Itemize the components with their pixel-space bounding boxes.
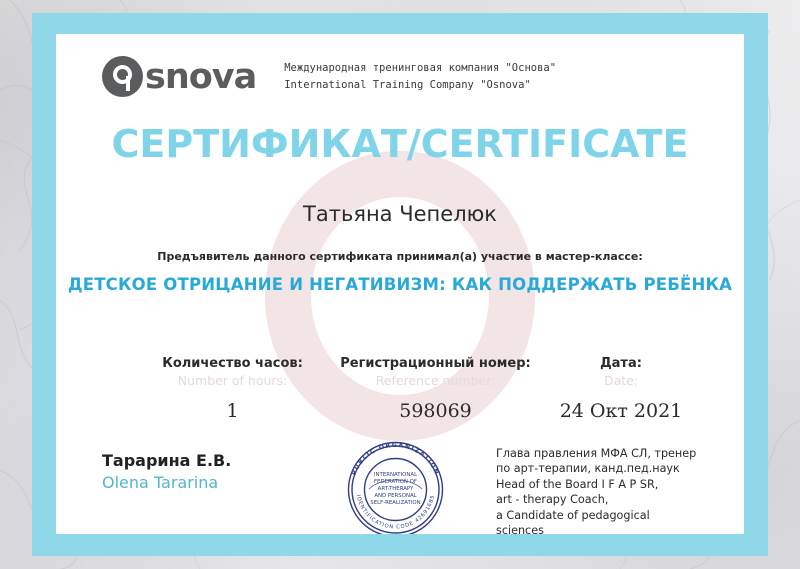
credential-line-6: sciences [496, 524, 544, 534]
signature-block [102, 451, 231, 492]
field-hours-label-en: Number of hours: [177, 373, 288, 388]
signatory-name-ru: Тарарина Е.В. [102, 451, 232, 470]
field-date-label-ru: Дата: [600, 356, 642, 371]
field-reference-label-ru: Регистрационный номер: [340, 356, 531, 371]
field-hours-value: 1 [226, 400, 239, 422]
svg-text:PUBLIC ORGANIZATION: PUBLIC ORGANIZATION [350, 441, 441, 477]
certificate-title: СЕРТИФИКАТ/CERTIFICATE [111, 122, 689, 166]
svg-text:AND PERSONAL: AND PERSONAL [374, 493, 417, 499]
credential-line-4: art - therapy Coach, [496, 493, 609, 507]
osnova-circle-logo-icon [102, 56, 143, 97]
course-name: ДЕТСКОЕ ОТРИЦАНИЕ И НЕГАТИВИЗМ: КАК ПОДДЕРЖАТЬ РЕБЁНКА [67, 275, 733, 294]
field-date-label-en: Date: [603, 373, 639, 388]
signatory-credentials [496, 446, 736, 534]
certificate-sheet [56, 34, 744, 534]
field-reference-value: 598069 [399, 400, 472, 422]
credential-line-1: Глава правления МФА СЛ, тренер [496, 447, 697, 460]
round-organization-stamp-icon [339, 433, 452, 534]
certificate-fields [56, 356, 744, 426]
certificate-header [56, 56, 744, 97]
company-name-ru: Международная тренинговая компания "Основа" [284, 62, 557, 75]
signatory-name-en: Olena Tararina [102, 473, 219, 492]
svg-text:IDENTIFICATION CODE 42691685: IDENTIFICATION CODE 42691685 [354, 494, 437, 531]
svg-text:INTERNATIONAL: INTERNATIONAL [373, 472, 418, 478]
field-reference-label-en: Reference number: [375, 373, 496, 388]
logo-wordmark: snova [145, 56, 257, 97]
field-date-value: 24 Окт 2021 [559, 400, 683, 422]
company-logo [102, 56, 256, 97]
recipient-name: Татьяна Чепелюк [303, 202, 497, 226]
participation-statement: Предъявитель данного сертификата принимал(а) участие в мастер-классе: [157, 250, 643, 263]
company-name-block [284, 60, 556, 93]
svg-text:FEDERATION OF: FEDERATION OF [373, 479, 418, 485]
company-name-en: International Training Company "Osnova" [284, 78, 531, 91]
field-date [546, 356, 696, 422]
field-reference-number [328, 356, 543, 422]
field-hours [140, 356, 325, 422]
credential-line-2: по арт-терапии, канд.пед.наук [496, 462, 680, 476]
svg-text:ART-THERAPY: ART-THERAPY [377, 486, 414, 492]
svg-text:SELF-REALIZATION: SELF-REALIZATION [370, 500, 421, 506]
credential-line-5: a Candidate of pedagogical [496, 508, 650, 522]
field-hours-label-ru: Количество часов: [162, 356, 303, 371]
credential-line-3: Head of the Board I F A P SR, [496, 477, 659, 491]
